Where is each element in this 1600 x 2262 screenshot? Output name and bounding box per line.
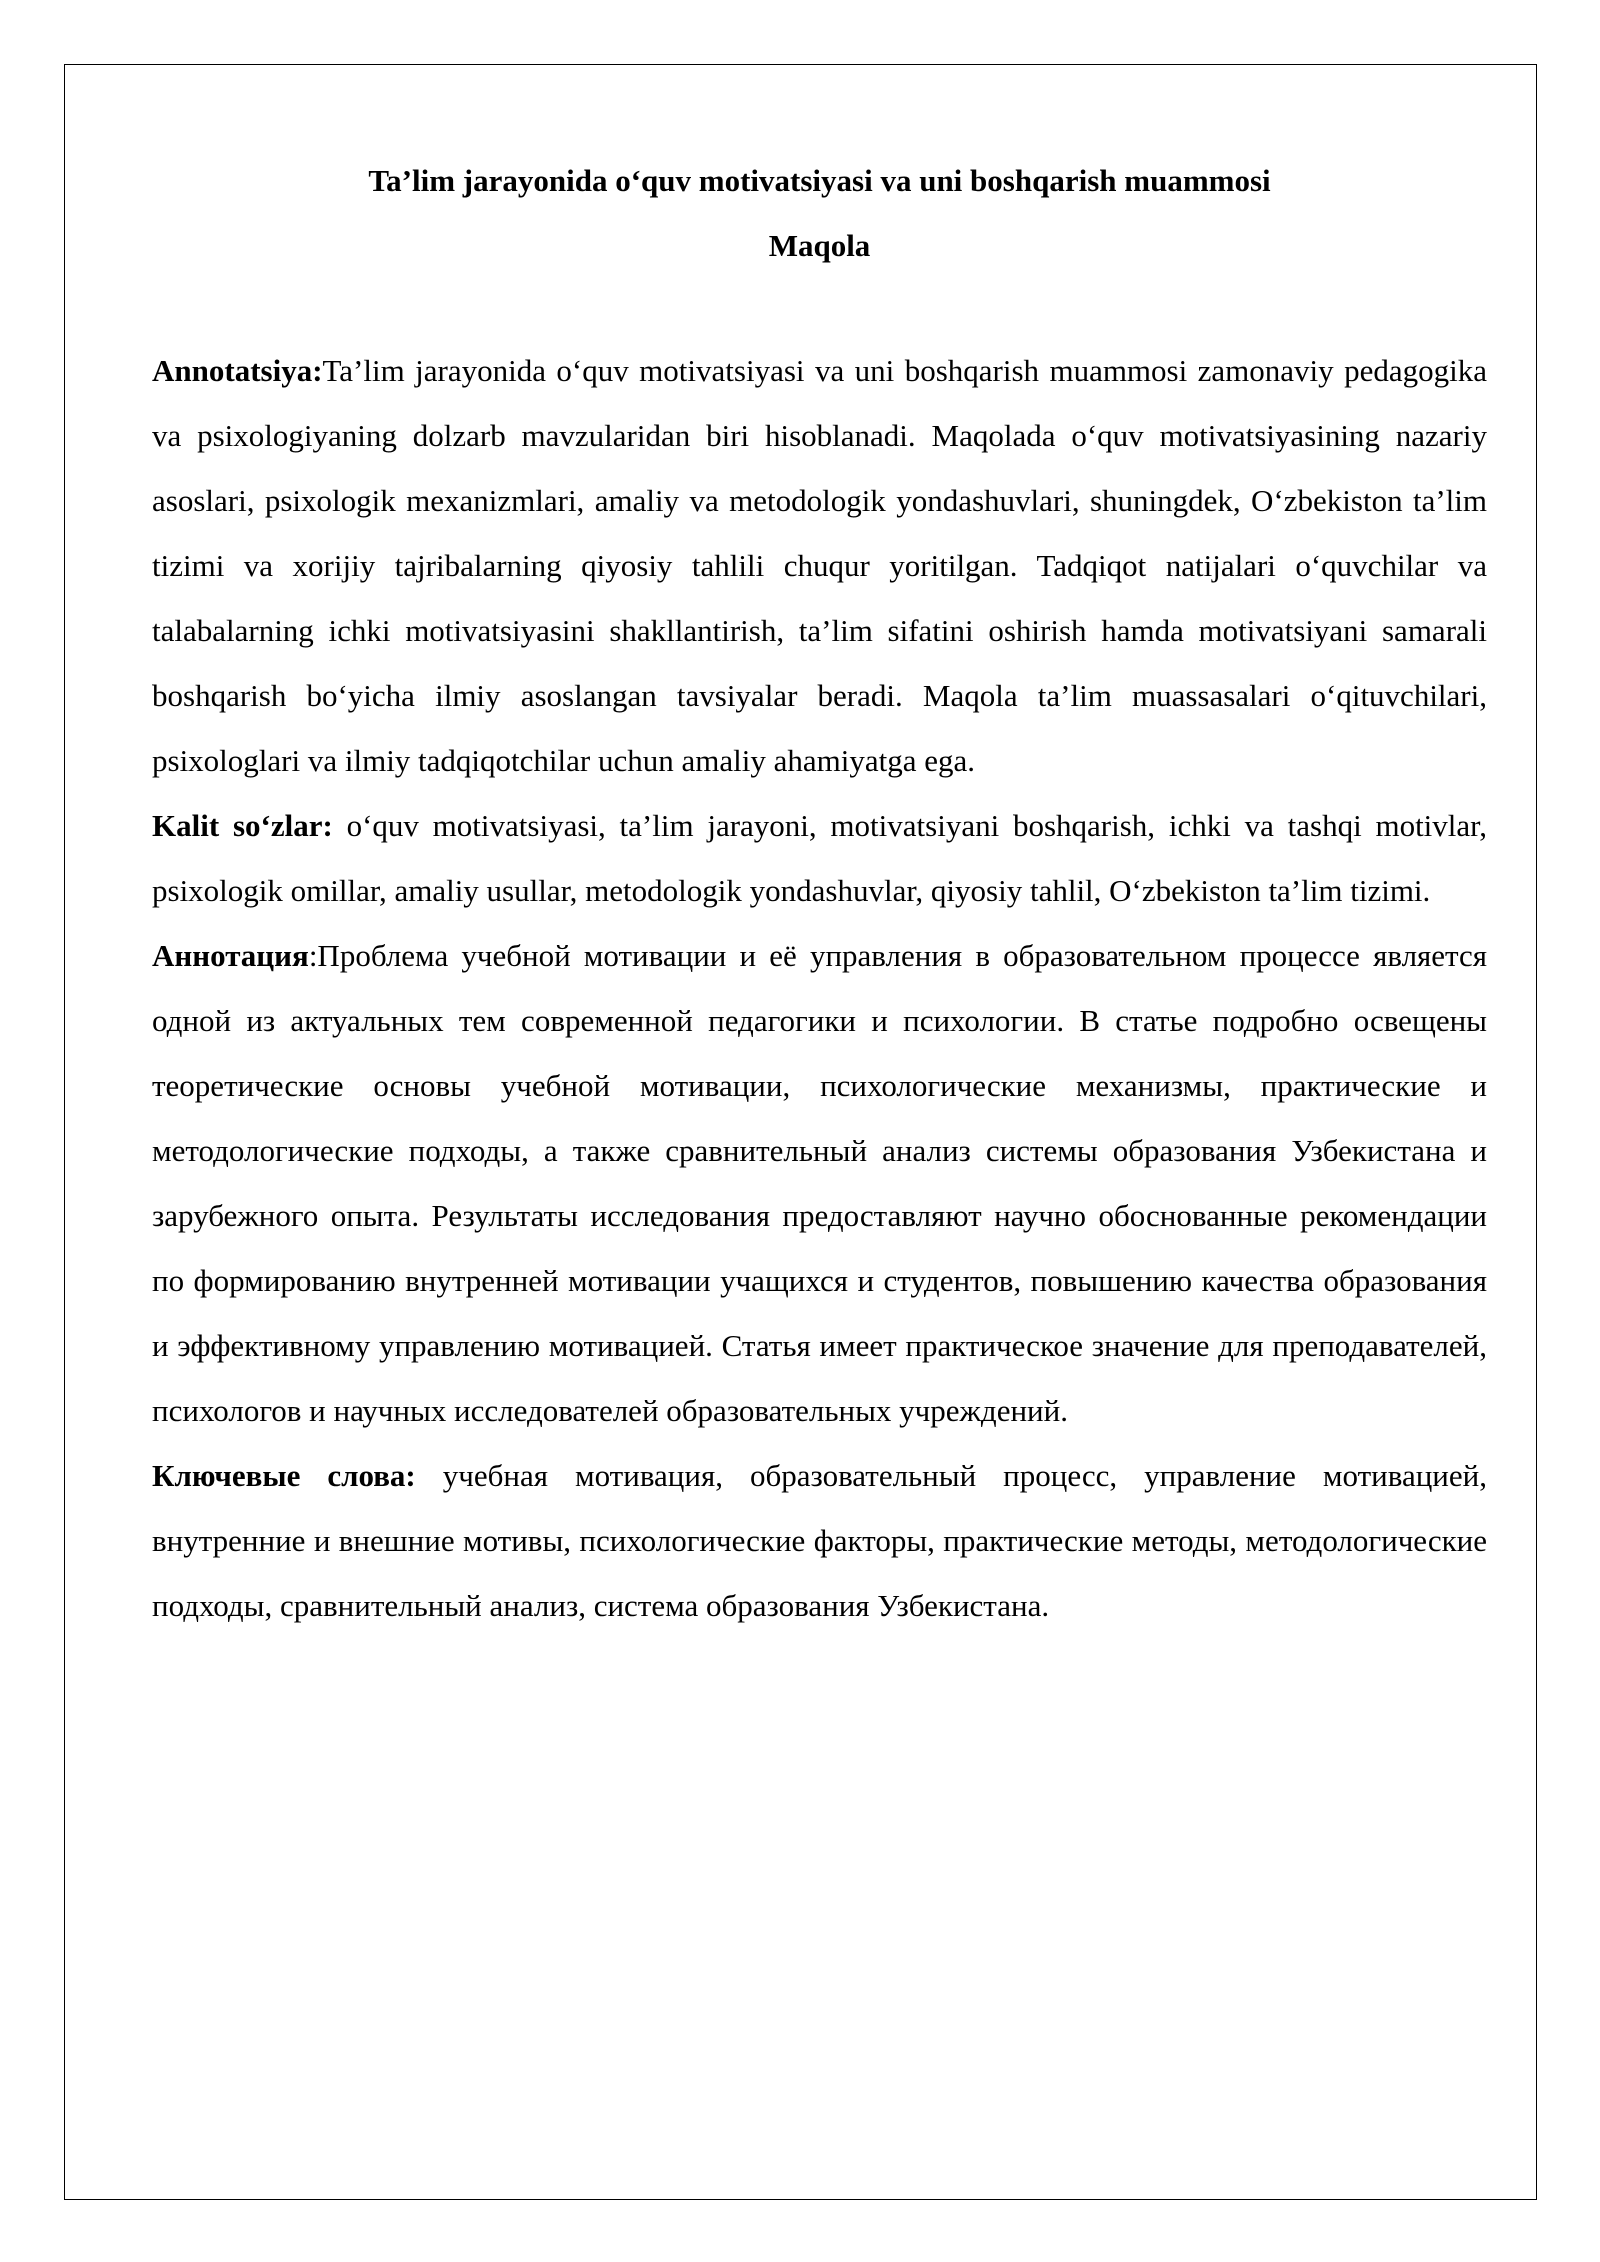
annotation-ru-text: :Проблема учебной мотивации и её управления в образовательном процессе является одной из актуальных тем современной педагогики и психологии. В статье подробно освещены теоретические основы учебной мотивации, психологические механизмы, практические и методологические подходы, а также сравнительный анализ системы образования Узбекистана и зарубежного опыта. Результаты исследования предоставляют научно обоснованные рекомендации по формированию внутренней мотивации учащихся и студентов, повышению качества образования и эффективному управлению мотивацией. Статья имеет практическое значение для преподавателей, психологов и научных исследователей образовательных учреждений. bbox=[152, 938, 1487, 1428]
annotation-uz-text: Ta’lim jarayonida o‘quv motivatsiyasi va uni boshqarish muammosi zamonaviy pedagogika va psixologiyaning dolzarb mavzularidan biri hisoblanadi. Maqolada o‘quv motivatsiyasining nazariy asoslari, psixologik mexanizmlari, amaliy va metodologik yondashuvlari, shuningdek, O‘zbekiston ta’lim tizimi va xorijiy tajribalarning qiyosiy tahlili chuqur yoritilgan. Tadqiqot natijalari o‘quvchilar va talabalarning ichki motivatsiyasini shakllantirish, ta’lim sifatini oshirish hamda motivatsiyani samarali boshqarish bo‘yicha ilmiy asoslangan tavsiyalar beradi. Maqola ta’lim muassasalari o‘qituvchilari, psixologlari va ilmiy tadqiqotchilar uchun amaliy ahamiyatga ega. bbox=[152, 353, 1487, 778]
keywords-ru-label: Ключевые слова: bbox=[152, 1458, 416, 1493]
keywords-uz-paragraph bbox=[152, 793, 1487, 923]
annotation-ru-paragraph bbox=[152, 923, 1487, 1443]
annotation-uz-paragraph bbox=[152, 338, 1487, 793]
document-body bbox=[152, 148, 1487, 1638]
document-title: Ta’lim jarayonida o‘quv motivatsiyasi va uni boshqarish muammosi bbox=[368, 163, 1271, 198]
keywords-uz-text: o‘quv motivatsiyasi, ta’lim jarayoni, motivatsiyani boshqarish, ichki va tashqi motivlar, psixologik omillar, amaliy usullar, metodologik yondashuvlar, qiyosiy tahlil, O‘zbekiston ta’lim tizimi. bbox=[152, 808, 1487, 908]
annotation-uz-label: Annotatsiya: bbox=[152, 353, 323, 388]
keywords-ru-paragraph bbox=[152, 1443, 1487, 1638]
annotation-ru-label: Аннотация bbox=[152, 938, 309, 973]
keywords-uz-label: Kalit so‘zlar: bbox=[152, 808, 333, 843]
keywords-ru-text: учебная мотивация, образовательный процесс, управление мотивацией, внутренние и внешние мотивы, психологические факторы, практические методы, методологические подходы, сравнительный анализ, система образования Узбекистана. bbox=[152, 1458, 1487, 1623]
document-subtitle: Maqola bbox=[768, 228, 871, 263]
